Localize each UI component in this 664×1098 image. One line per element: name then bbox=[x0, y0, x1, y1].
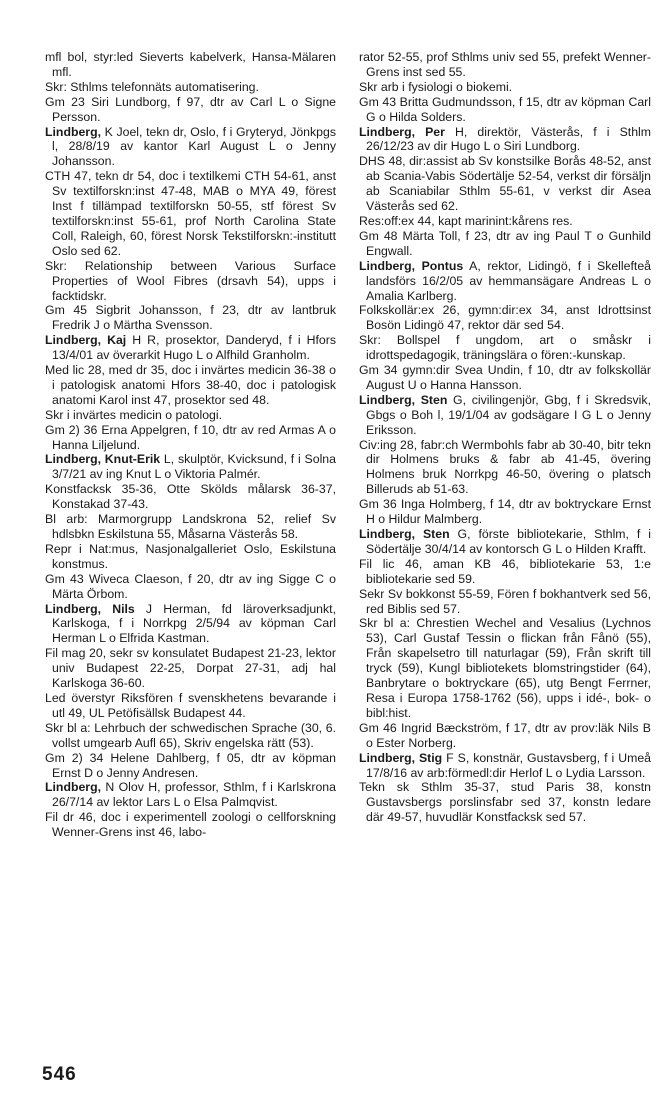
entry-text: Led överstyr Riksfören f svenskhetens bevarande i utl 49, UL Petöfisällsk Budapest 44. bbox=[45, 690, 336, 720]
entry-text: F S, konstnär, Gustavsberg, f i Umeå 17/8/16 av arb:förmedl:dir Herlof L o Lydia Larsson. bbox=[366, 750, 652, 780]
entry-headword: Lindberg, Knut-Erik bbox=[45, 452, 161, 467]
entry-paragraph bbox=[359, 303, 651, 333]
biography-entry bbox=[359, 751, 651, 781]
entry-paragraph bbox=[359, 95, 651, 125]
entry-paragraph bbox=[45, 408, 336, 423]
entry-text: Tekn sk Sthlm 35-37, stud Paris 38, konstn Gustavsbergs porslinsfabr sed 37, konstn ledare där 49-57, huvudlär Konstfacksk sed 57. bbox=[359, 780, 651, 825]
entry-text: L, skulptör, Kvicksund, f i Solna 3/7/21 av ing Knut L o Viktoria Palmér. bbox=[52, 452, 336, 482]
entry-text: Gm 45 Sigbrit Johansson, f 23, dtr av lantbruk Fredrik J o Märtha Svensson. bbox=[45, 303, 336, 333]
entry-headword: Lindberg, Sten bbox=[359, 392, 448, 407]
entry-headword: Lindberg, Per bbox=[359, 124, 445, 139]
entry-paragraph bbox=[359, 80, 651, 95]
entry-text: Fil lic 46, aman KB 46, bibliotekarie 53, 1:e bibliotekarie sed 59. bbox=[359, 556, 651, 586]
entry-paragraph bbox=[359, 557, 651, 587]
entry-paragraph bbox=[45, 50, 336, 80]
entry-text: Gm 48 Märta Toll, f 23, dtr av ing Paul T o Gunhild Engwall. bbox=[359, 228, 651, 258]
entry-text: N Olov H, professor, Sthlm, f i Karlskrona 26/7/14 av lektor Lars L o Elsa Palmqvist. bbox=[52, 780, 336, 810]
entry-text: Bl arb: Marmorgrupp Landskrona 52, relief Sv hdlsbkn Eskilstuna 55, Måsarna Västerås 58. bbox=[45, 512, 336, 541]
biography-entry bbox=[359, 259, 651, 304]
entry-text: Gm 34 gymn:dir Svea Undin, f 10, dtr av folkskollär August U o Hanna Hansson. bbox=[359, 363, 651, 392]
entry-paragraph bbox=[359, 214, 651, 229]
entry-paragraph bbox=[45, 512, 336, 542]
entry-text: Med lic 28, med dr 35, doc i invärtes medicin 36-38 o i patologisk anatomi Hfors 38-40, doc i patologisk anatomi Karol inst 47, prosektor sed 48. bbox=[45, 363, 336, 407]
entry-headword: Lindberg, Kaj bbox=[45, 333, 127, 348]
entry-paragraph bbox=[45, 482, 336, 512]
entry-paragraph bbox=[45, 646, 336, 691]
entry-paragraph bbox=[45, 691, 336, 721]
biography-entry bbox=[359, 125, 651, 155]
entry-paragraph bbox=[359, 780, 651, 825]
entry-text: Gm 23 Siri Lundborg, f 97, dtr av Carl L o Signe Persson. bbox=[45, 94, 336, 124]
entry-headword: Lindberg, Stig bbox=[359, 750, 443, 765]
entry-text: Gm 43 Wiveca Claeson, f 20, dtr av ing Sigge C o Märta Örbom. bbox=[45, 571, 336, 601]
entry-headword: Lindberg, bbox=[45, 124, 102, 139]
entry-text: Repr i Nat:mus, Nasjonalgalleriet Oslo, Eskilstuna konstmus. bbox=[45, 541, 336, 571]
entry-text: Folkskollär:ex 26, gymn:dir:ex 34, anst Idrottsinst Bosön Lidingö 47, rektor där sed 54. bbox=[359, 303, 651, 333]
entry-text: Civ:ing 28, fabr:ch Wermbohls fabr ab 30-40, bitr tekn dir Holmens bruks & fabr ab 41-45, övering Holmens bruk Norrkpg 46-50, övering o platsch Billeruds ab 51-63. bbox=[359, 437, 651, 497]
entry-paragraph bbox=[45, 259, 336, 304]
entry-paragraph bbox=[45, 95, 336, 125]
entry-headword: Lindberg, Pontus bbox=[359, 258, 464, 273]
entry-text: CTH 47, tekn dr 54, doc i textilkemi CTH 54-61, anst Sv textilforskn:inst 47-48, MAB o MYA 49, förest Inst f tillämpad textilforskn 50-55, stf förest Sv textilforskn:inst 55-61, prof North Carolina State Coll, Raleigh, 60, förest Norsk Tekstilforskn:-institutt Oslo sed 62. bbox=[45, 169, 336, 258]
entry-text: G, civilingenjör, Gbg, f i Skredsvik, Gbgs o Boh l, 19/1/04 av godsägare I G L o Jenny Eriksson. bbox=[366, 392, 651, 437]
entry-paragraph bbox=[45, 810, 336, 840]
entry-paragraph bbox=[45, 572, 336, 602]
entry-paragraph bbox=[359, 363, 651, 393]
entry-headword: Lindberg, Nils bbox=[45, 601, 135, 616]
entry-headword: Lindberg, Sten bbox=[359, 527, 450, 541]
entry-paragraph bbox=[359, 721, 651, 751]
entry-paragraph bbox=[359, 50, 651, 80]
entry-paragraph bbox=[359, 616, 651, 720]
entry-text: Skr bl a: Lehrbuch der schwedischen Sprache (30, 6. vollst umgearb Aufl 65), Skriv engelska rätt (53). bbox=[45, 720, 336, 750]
entry-text: rator 52-55, prof Sthlms univ sed 55, prefekt Wenner-Grens inst sed 55. bbox=[359, 50, 651, 79]
biography-entry bbox=[359, 393, 651, 438]
entry-text: mfl bol, styr:led Sieverts kabelverk, Hansa-Mälaren mfl. bbox=[45, 50, 336, 79]
entry-text: H, direktör, Västerås, f i Sthlm 26/12/23 av dir Hugo L o Siri Lundborg. bbox=[366, 124, 652, 154]
entry-paragraph bbox=[359, 333, 651, 363]
entry-paragraph bbox=[359, 229, 651, 259]
entry-text: Skr bl a: Chrestien Wechel and Vesalius (Lychnos 53), Carl Gustaf Tessin o flickan från Fånö (55), Från skapelsetro till naturlagar (59), Från skrift till tryck (59), Kungl bibliotekets blomstringstider (64), Banbrytare o boktryckare (65), utg Bengt Ferrner, Resa i Europa 1758-1762 (56), upps i idé-, bok- o bibl:hist. bbox=[359, 616, 651, 720]
entry-text: Skr i invärtes medicin o patologi. bbox=[45, 407, 223, 422]
entry-text: H R, prosektor, Danderyd, f i Hfors 13/4/01 av överarkit Hugo L o Alfhild Granholm. bbox=[52, 333, 336, 363]
page-number: 546 bbox=[42, 1064, 77, 1085]
entry-paragraph bbox=[45, 542, 336, 572]
entry-text: A, rektor, Lidingö, f i Skellefteå landsförs 16/2/05 av hemmansägare Andreas L o Amalia Karlberg. bbox=[366, 258, 651, 303]
entry-text: Skr: Relationship between Various Surface Properties of Wool Fibres (drsavh 54), upps i facktidskr. bbox=[45, 258, 336, 303]
entry-paragraph bbox=[359, 438, 651, 498]
entry-text: Res:off:ex 44, kapt marinint:kårens res. bbox=[359, 213, 573, 228]
biography-entry bbox=[45, 780, 336, 810]
entry-paragraph bbox=[45, 303, 336, 333]
entry-text: Gm 46 Ingrid Bæckström, f 17, dtr av prov:läk Nils B o Ester Norberg. bbox=[359, 720, 651, 750]
entry-paragraph bbox=[45, 363, 336, 408]
entry-paragraph bbox=[359, 154, 651, 214]
entry-text: Fil dr 46, doc i experimentell zoologi o cellforskning Wenner-Grens inst 46, labo- bbox=[45, 810, 336, 840]
entry-paragraph bbox=[45, 423, 336, 453]
entry-paragraph bbox=[359, 587, 651, 617]
entry-paragraph bbox=[359, 497, 651, 527]
entry-text: Konstfacksk 35-36, Otte Skölds målarsk 36-37, Konstakad 37-43. bbox=[45, 482, 336, 512]
entry-text: Gm 36 Inga Holmberg, f 14, dtr av boktryckare Ernst H o Hildur Malmberg. bbox=[359, 497, 651, 527]
entry-text: Fil mag 20, sekr sv konsulatet Budapest 21-23, lektor univ Budapest 22-25, Dorpat 27-31, adj hal Karlskoga 36-60. bbox=[45, 646, 336, 691]
entry-text: G, förste bibliotekarie, Sthlm, f i Södertälje 30/4/14 av kontorsch G L o Hilden Krafft. bbox=[366, 527, 651, 556]
entry-paragraph bbox=[45, 80, 336, 95]
entry-text: Gm 2) 36 Erna Appelgren, f 10, dtr av red Armas A o Hanna Liljelund. bbox=[45, 422, 336, 452]
entry-text: Gm 43 Britta Gudmundsson, f 15, dtr av köpman Carl G o Hilda Solders. bbox=[359, 94, 651, 124]
biography-entry bbox=[45, 602, 336, 647]
biography-entry bbox=[45, 333, 336, 363]
entry-paragraph bbox=[45, 751, 336, 781]
entry-headword: Lindberg, bbox=[45, 780, 102, 795]
biography-entry bbox=[45, 452, 336, 482]
entry-text: K Joel, tekn dr, Oslo, f i Gryteryd, Jönkpgs l, 28/8/19 av kantor Karl August L o Jenny Johansson. bbox=[52, 124, 336, 169]
left-column bbox=[45, 50, 336, 840]
right-column bbox=[359, 50, 651, 825]
entry-text: J Herman, fd läroverksadjunkt, Karlskoga, f i Norrkpg 2/5/94 av köpman Carl Herman L o Elfrida Kastman. bbox=[52, 601, 336, 646]
biography-entry bbox=[359, 527, 651, 557]
entry-text: Skr arb i fysiologi o biokemi. bbox=[359, 79, 513, 94]
entry-paragraph bbox=[45, 721, 336, 751]
entry-text: Skr: Sthlms telefonnäts automatisering. bbox=[45, 79, 259, 94]
entry-text: Gm 2) 34 Helene Dahlberg, f 05, dtr av köpman Ernst D o Jenny Andresen. bbox=[45, 750, 336, 780]
biography-entry bbox=[45, 125, 336, 170]
entry-text: Skr: Bollspel f ungdom, art o småskr i idrottspedagogik, träningslära o fören:-kunskap. bbox=[359, 333, 651, 363]
entry-text: Sekr Sv bokkonst 55-59, Fören f bokhantverk sed 56, red Biblis sed 57. bbox=[359, 586, 651, 616]
entry-paragraph bbox=[45, 169, 336, 258]
entry-text: DHS 48, dir:assist ab Sv konstsilke Borås 48-52, anst ab Scania-Vabis Södertälje 52-54, verkst dir försäljn ab Scaniabilar Sthlm 55-61, v verkst dir Asea Västerås sed 62. bbox=[359, 154, 651, 214]
